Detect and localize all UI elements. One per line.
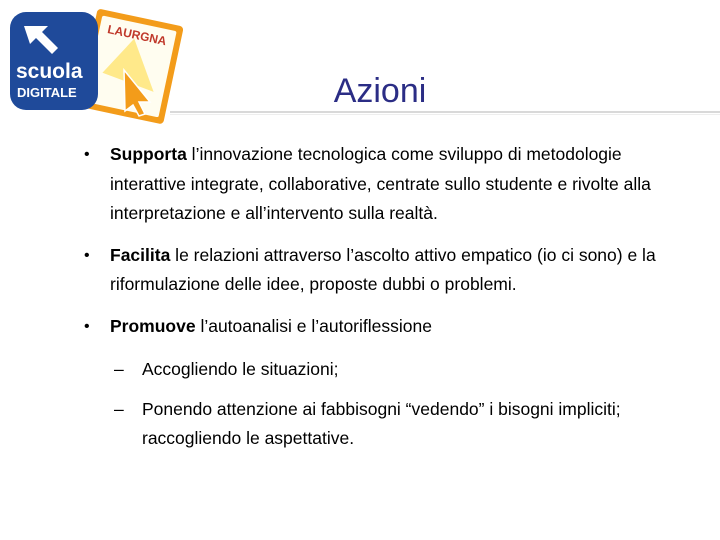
- header-divider-shadow: [170, 114, 720, 115]
- logo-digitale-text: DIGITALE: [17, 85, 77, 100]
- bullet-marker: •: [84, 317, 90, 335]
- scuola-digitale-logo: [8, 8, 183, 128]
- bullet-item: [80, 312, 660, 342]
- sub-marker: –: [114, 398, 124, 419]
- bullet-text: le relazioni attraverso l’ascolto attivo empatico (io ci sono) e la riformulazione delle idee, proposte dubbi o problemi.: [110, 244, 656, 294]
- header-divider: [170, 111, 720, 113]
- sub-item: [80, 355, 660, 385]
- sub-item: [80, 395, 660, 454]
- bullet-text: l’innovazione tecnologica come sviluppo di metodologie interattive integrate, collaborative, centrate sullo studente e rivolte alla interpretazione e all’intervento sulla realtà.: [110, 144, 651, 223]
- sub-text: Accogliendo le situazioni;: [142, 359, 339, 379]
- bullet-item: [80, 140, 660, 229]
- bullet-item: [80, 241, 660, 300]
- bullet-keyword: Promuove: [110, 315, 196, 336]
- bullet-keyword: Supporta: [110, 144, 187, 164]
- bullet-keyword: Facilita: [110, 244, 171, 265]
- sub-marker: –: [114, 359, 124, 379]
- logo-laurgna-text: LAURGNA: [106, 22, 168, 49]
- sub-text: Ponendo attenzione ai fabbisogni “vedendo” i bisogni impliciti; raccogliendo le aspettative.: [142, 398, 621, 448]
- bullet-marker: •: [84, 246, 90, 264]
- bullet-marker: •: [84, 146, 90, 163]
- slide-content: [80, 140, 660, 460]
- slide-title: Azioni: [333, 72, 427, 110]
- logo-scuola-text: scuola: [16, 60, 83, 83]
- bullet-text: l’autoanalisi e l’autoriflessione: [195, 315, 432, 336]
